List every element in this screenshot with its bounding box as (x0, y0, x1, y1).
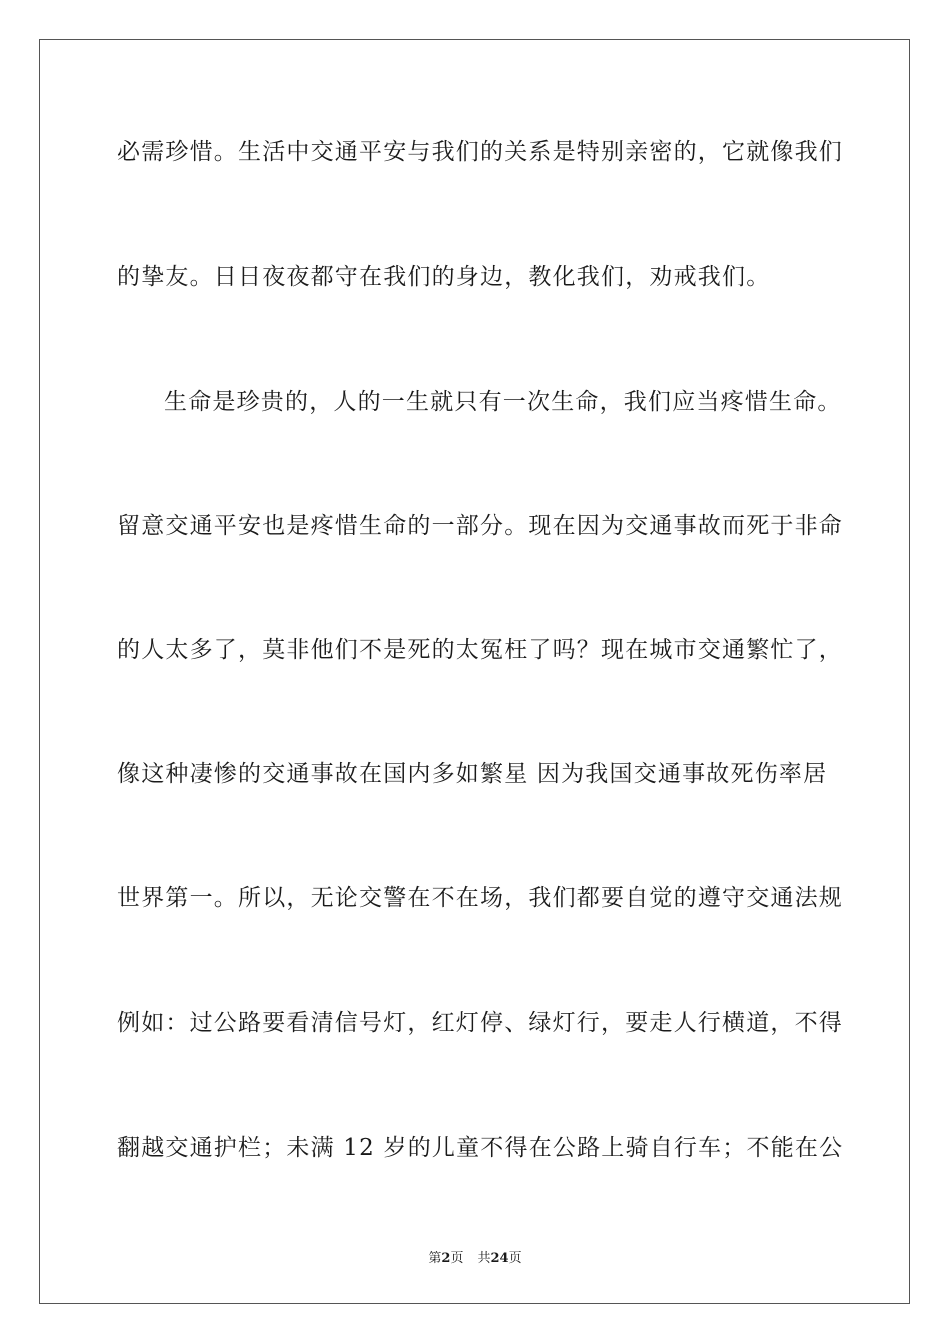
text-line-9: 翻越交通护栏；未满 12 岁的儿童不得在公路上骑自行车；不能在公 (117, 1135, 844, 1161)
total-prefix: 共 (477, 1251, 491, 1266)
text-line-8: 例如：过公路要看清信号灯，红灯停、绿灯行，要走人行横道，不得 (117, 1010, 843, 1036)
total-pages-indicator (477, 1251, 521, 1266)
paragraph-start-line: 生命是珍贵的，人的一生就只有一次生命，我们应当疼惜生命。 (164, 389, 842, 415)
page-border (39, 39, 910, 1304)
page-indicator (428, 1251, 463, 1266)
text-line-5: 的人太多了，莫非他们不是死的太冤枉了吗？现在城市交通繁忙了， (117, 637, 843, 663)
text-line-4: 留意交通平安也是疼惜生命的一部分。现在因为交通事故而死于非命 (117, 513, 843, 539)
text-line-1: 必需珍惜。生活中交通平安与我们的关系是特别亲密的，它就像我们 (117, 139, 843, 165)
page-prefix: 第 (428, 1251, 442, 1266)
text-line-7: 世界第一。所以，无论交警在不在场，我们都要自觉的遵守交通法规 (117, 885, 843, 911)
total-pages: 24 (490, 1251, 509, 1266)
page-footer (0, 1247, 950, 1266)
text-line-2: 的挚友。日日夜夜都守在我们的身边，教化我们，劝戒我们。 (117, 264, 771, 290)
text-line-6: 像这种凄惨的交通事故在国内多如繁星 因为我国交通事故死伤率居 (117, 761, 828, 787)
page-number: 2 (441, 1251, 451, 1266)
page-suffix: 页 (450, 1251, 464, 1266)
total-suffix: 页 (508, 1251, 522, 1266)
